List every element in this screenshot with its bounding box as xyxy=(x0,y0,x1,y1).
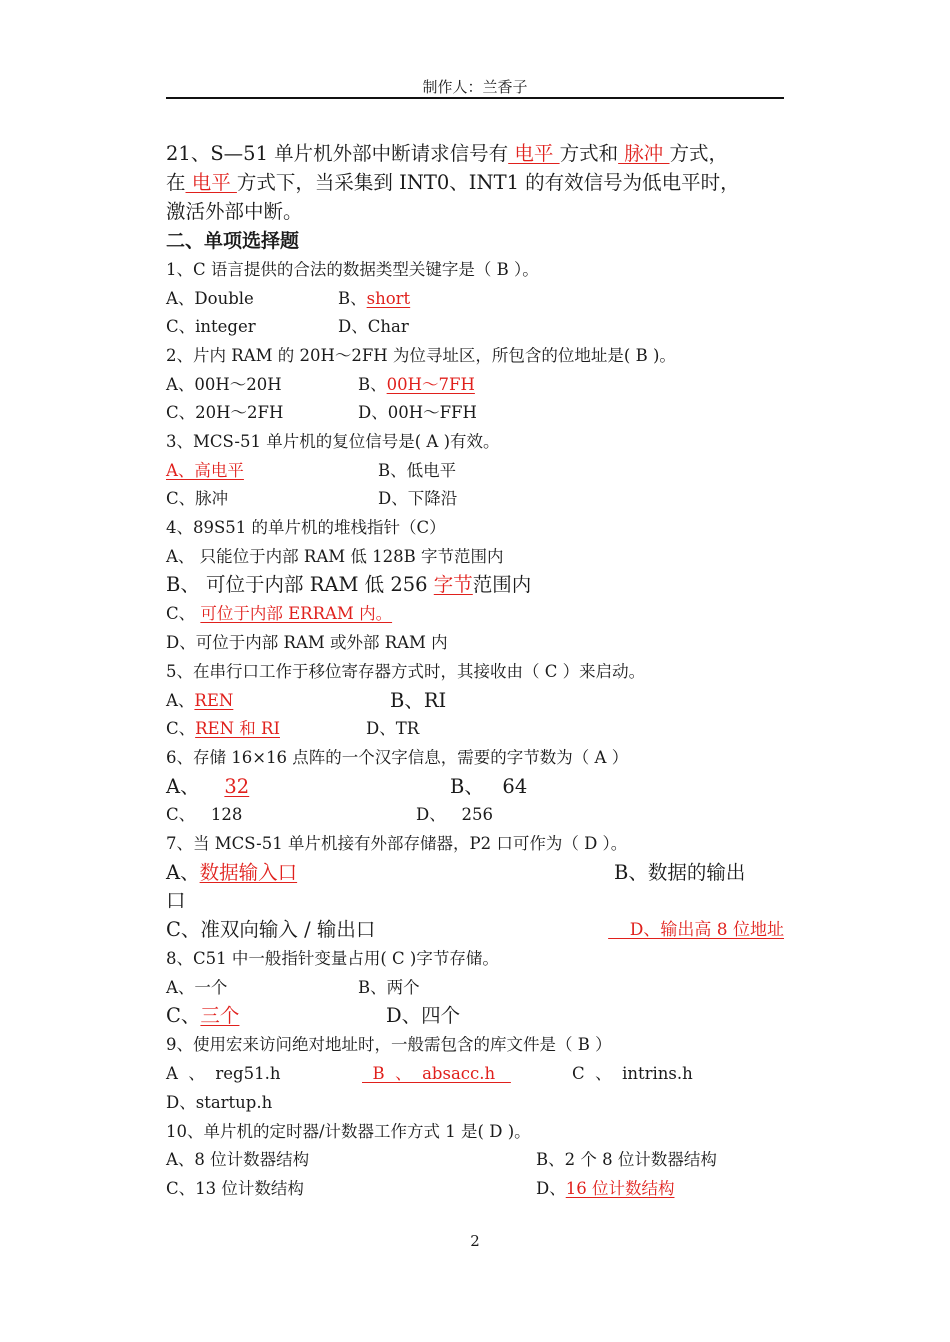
q5-answer-a: REN xyxy=(194,691,234,710)
q2-option-a: A、00H～20H xyxy=(166,375,282,394)
q6-options-cd xyxy=(166,802,784,828)
q5-option-d: D、TR xyxy=(366,719,420,738)
q6-option-c: C、 128 xyxy=(166,805,243,824)
q6-option-d: D、 256 xyxy=(416,805,493,824)
q7-option-a: A、数据输入口 xyxy=(166,861,298,884)
q5-options-cd xyxy=(166,716,784,742)
q21-text: 方式， xyxy=(669,142,729,165)
q3-option-c: C、脉冲 xyxy=(166,489,229,508)
q5-answer: REN 和 RI xyxy=(195,719,280,738)
q21-text: 在 xyxy=(166,171,186,194)
q2-options-ab xyxy=(166,372,784,398)
q7-option-b-wrap: 口 xyxy=(166,889,186,912)
q9-option-c: C 、 intrins.h xyxy=(572,1064,693,1083)
q8-stem: 8、C51 中一般指针变量占用( C )字节存储。 xyxy=(166,949,499,968)
q1-option-a: A、Double xyxy=(166,289,254,308)
q7-options-ab xyxy=(166,860,784,886)
page-number: 2 xyxy=(470,1232,480,1250)
q1-option-b: B、short xyxy=(338,289,411,308)
header-rule xyxy=(166,97,784,99)
q3-options-ab xyxy=(166,458,784,484)
q3-stem: 3、MCS-51 单片机的复位信号是( A )有效。 xyxy=(166,432,500,451)
q8-option-d: D、四个 xyxy=(386,1004,461,1027)
q21-text: 方式和 xyxy=(559,142,619,165)
q9-options-abc xyxy=(166,1061,784,1087)
q1-options-ab xyxy=(166,286,784,312)
q6-answer: 32 xyxy=(224,775,250,798)
q7-option-b: B、数据的输出 xyxy=(614,861,746,884)
q9-option-d: D、startup.h xyxy=(166,1093,273,1112)
q4-answer: 可位于内部 ERRAM 内。 xyxy=(200,604,393,623)
q21-text: 方式下，当采集到 INT0、INT1 的有效信号为低电平时， xyxy=(236,171,740,194)
q10-options-ab xyxy=(166,1147,784,1173)
q2-option-b: B、00H～7FH xyxy=(358,375,475,394)
q1-option-d: D、Char xyxy=(338,317,409,336)
page-header: 制作人：兰香子 xyxy=(422,78,528,96)
q5-option-c: C、REN 和 RI xyxy=(166,719,280,738)
q2-stem: 2、片内 RAM 的 20H～2FH 为位寻址区，所包含的位地址是( B )。 xyxy=(166,346,676,365)
section-title: 二、单项选择题 xyxy=(166,230,300,252)
q21-answer-2: 脉冲 xyxy=(618,142,670,165)
q10-option-b: B、2 个 8 位计数器结构 xyxy=(536,1150,717,1169)
q5-stem: 5、在串行口工作于移位寄存器方式时，其接收由（ C ）来启动。 xyxy=(166,662,646,681)
q7-option-c: C、准双向输入 / 输出口 xyxy=(166,918,376,941)
q7-answer: D、输出高 8 位地址 xyxy=(608,920,784,940)
q9-option-a: A 、 reg51.h xyxy=(166,1064,281,1083)
q21-line2 xyxy=(166,170,740,196)
q6-stem: 6、存储 16×16 点阵的一个汉字信息，需要的字节数为（ A ） xyxy=(166,748,629,767)
q4-option-c: C、 可位于内部 ERRAM 内。 xyxy=(166,604,393,623)
q4-stem: 4、89S51 的单片机的堆栈指针（C） xyxy=(166,518,446,537)
q8-option-a: A、一个 xyxy=(166,978,228,997)
q21-answer-3: 电平 xyxy=(185,171,237,194)
q8-options-cd xyxy=(166,1003,784,1029)
q7-options-cd xyxy=(166,917,784,943)
q2-answer: 00H～7FH xyxy=(386,375,475,394)
q2-option-d: D、00H～FFH xyxy=(358,403,477,422)
q9-answer: B 、 absacc.h xyxy=(362,1064,511,1083)
q10-stem: 10、单片机的定时器/计数器工作方式 1 是( D )。 xyxy=(166,1122,531,1141)
q4-option-d: D、可位于内部 RAM 或外部 RAM 内 xyxy=(166,633,448,652)
q2-option-c: C、20H～2FH xyxy=(166,403,284,422)
q10-option-c: C、13 位计数结构 xyxy=(166,1179,304,1198)
q8-option-c: C、三个 xyxy=(166,1004,240,1027)
q4-underlined-word: 字节 xyxy=(433,573,473,596)
q7-answer-a: 数据输入口 xyxy=(199,861,298,884)
q5-option-b: B、RI xyxy=(390,689,447,712)
q5-option-a: A、REN xyxy=(166,691,234,710)
q8-options-ab xyxy=(166,975,784,1001)
q10-option-a: A、8 位计数器结构 xyxy=(166,1150,310,1169)
q9-stem: 9、使用宏来访问绝对地址时，一般需包含的库文件是（ B ） xyxy=(166,1035,612,1054)
q3-answer: A、高电平 xyxy=(166,461,244,480)
q2-options-cd xyxy=(166,400,784,426)
q10-answer: 16 位计数结构 xyxy=(565,1179,675,1198)
q5-options-ab xyxy=(166,688,784,714)
q6-option-b: B、 64 xyxy=(450,775,528,798)
q21-answer-1: 电平 xyxy=(508,142,560,165)
q10-option-d: D、16 位计数结构 xyxy=(536,1179,675,1198)
q3-option-d: D、下降沿 xyxy=(378,489,458,508)
q1-answer: short xyxy=(366,289,411,308)
q3-options-cd xyxy=(166,486,784,512)
q8-answer: 三个 xyxy=(200,1004,240,1027)
q21-line1 xyxy=(166,141,728,167)
q10-options-cd xyxy=(166,1176,784,1202)
q21-text: 21、S—51 单片机外部中断请求信号有 xyxy=(166,142,509,165)
q7-stem: 7、当 MCS-51 单片机接有外部存储器，P2 口可作为（ D ）。 xyxy=(166,834,628,853)
q6-options-ab xyxy=(166,774,784,800)
q4-option-b: B、 可位于内部 RAM 低 256 字节范围内 xyxy=(166,573,532,596)
q8-option-b: B、两个 xyxy=(358,978,420,997)
q1-option-c: C、integer xyxy=(166,317,256,336)
q4-option-a: A、 只能位于内部 RAM 低 128B 字节范围内 xyxy=(166,547,504,566)
q1-options-cd xyxy=(166,314,784,340)
q6-option-a: A、 32 xyxy=(166,775,250,798)
q3-option-b: B、低电平 xyxy=(378,461,457,480)
q1-stem: 1、C 语言提供的合法的数据类型关键字是（ B ）。 xyxy=(166,260,539,279)
q21-line3: 激活外部中断。 xyxy=(166,200,303,223)
